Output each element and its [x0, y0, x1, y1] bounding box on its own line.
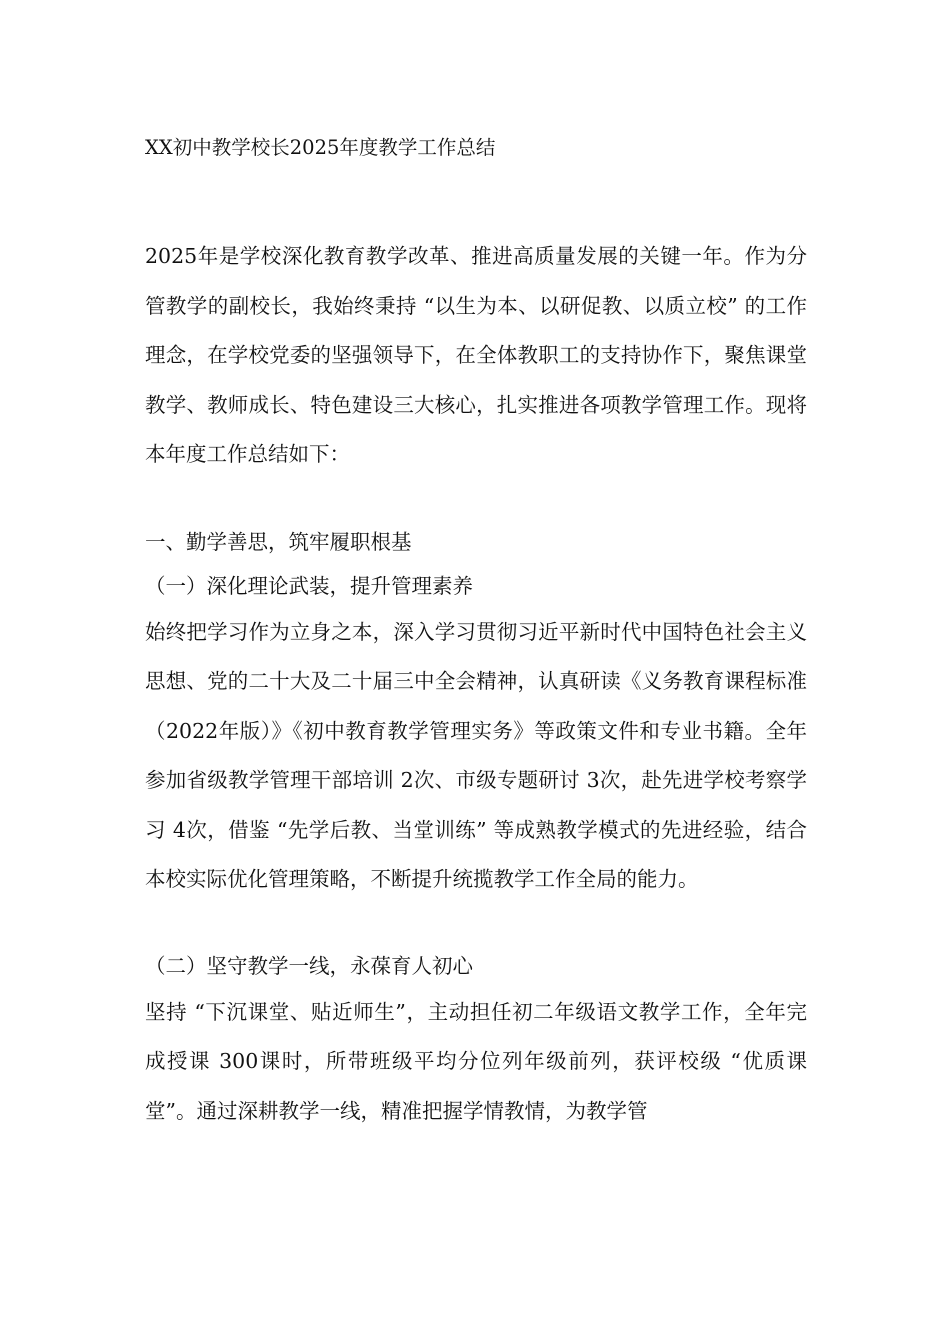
intro-paragraph: 2025年是学校深化教育教学改革、推进高质量发展的关键一年。作为分管教学的副校长，我始终秉持 “以生为本、以研促教、以质立校” 的工作理念，在学校党委的坚强领导下，在全体教职工的支持协作下，聚焦课堂教学、教师成长、特色建设三大核心，扎实推进各项教学管理工作。现将本年度工作总结如下：	[145, 244, 807, 466]
subsection-heading-1: （一）深化理论武装，提升管理素养	[145, 573, 473, 598]
document-body	[145, 130, 807, 1136]
section-heading-1: 一、勤学善思，筑牢履职根基	[145, 529, 412, 554]
subsection-paragraph-1: 始终把学习作为立身之本，深入学习贯彻习近平新时代中国特色社会主义思想、党的二十大及二十届三中全会精神，认真研读《义务教育课程标准（2022年版）》《初中教育教学管理实务》等政策文件和专业书籍。全年参加省级教学管理干部培训 2次、市级专题研讨 3次，赴先进学校考察学习 4次，借鉴 “先学后教、当堂训练” 等成熟教学模式的先进经验，结合本校实际优化管理策略，不断提升统揽教学工作全局的能力。	[145, 619, 807, 891]
subsection-paragraph-2: 坚持 “下沉课堂、贴近师生”，主动担任初二年级语文教学工作，全年完成授课 300课时，所带班级平均分位列年级前列，获评校级 “优质课堂”。通过深耕教学一线，精准把握学情教情，为教学管	[145, 999, 807, 1123]
subsection-heading-2: （二）坚守教学一线，永葆育人初心	[145, 953, 473, 978]
document-title: XX初中教学校长2025年度教学工作总结	[145, 136, 496, 159]
